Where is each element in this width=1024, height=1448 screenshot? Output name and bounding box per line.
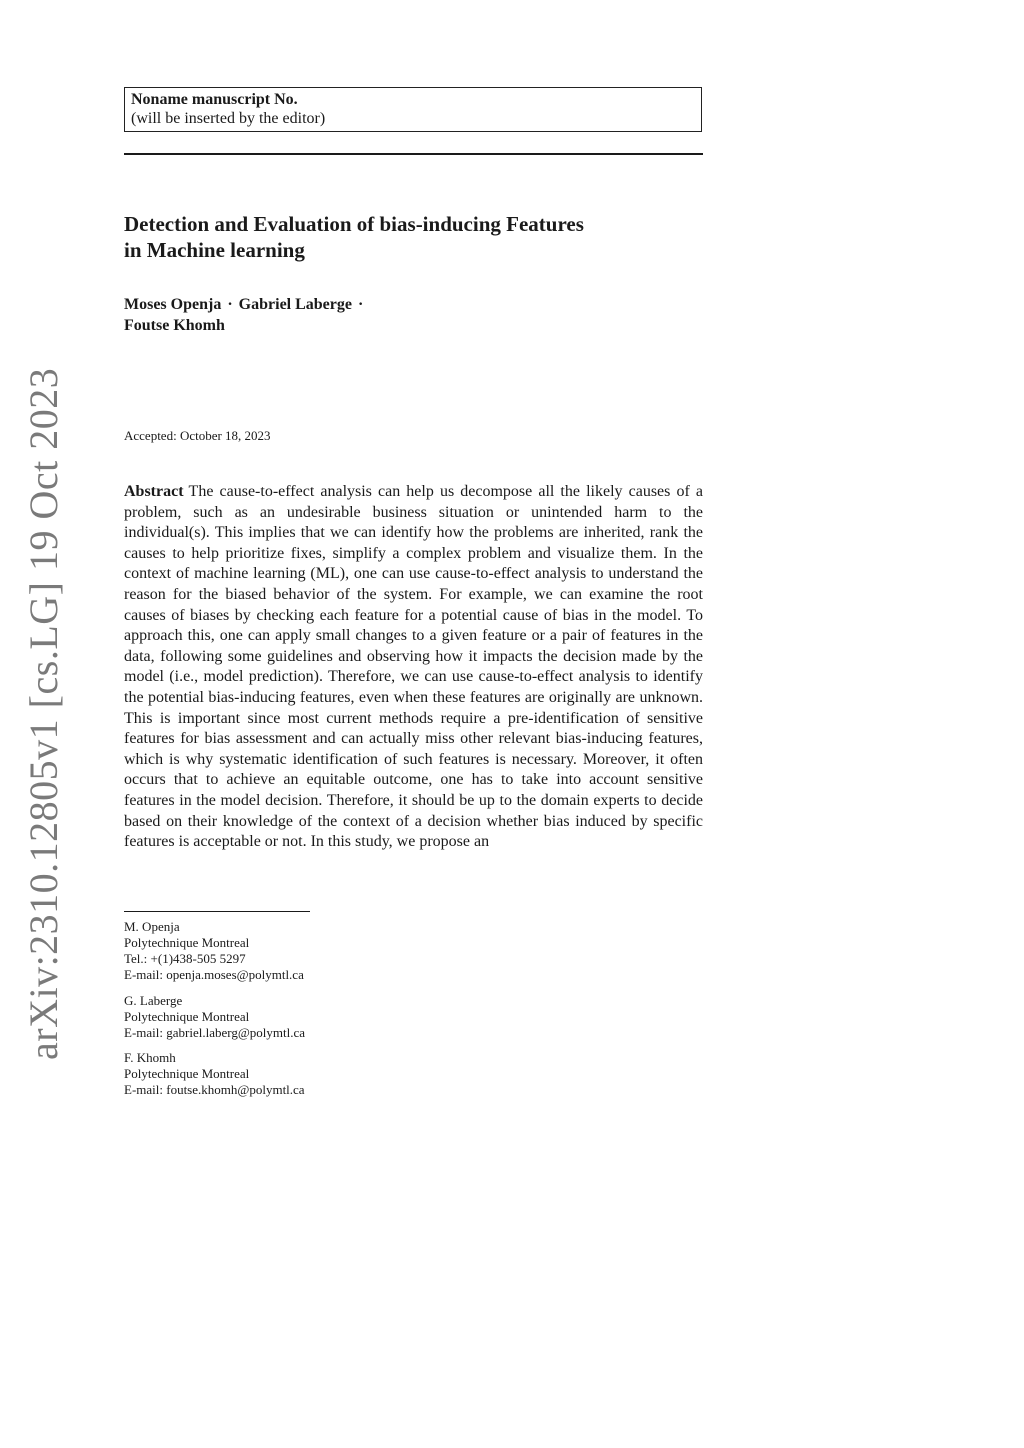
manuscript-info-box — [124, 87, 702, 132]
affiliation-phone: Tel.: +(1)438-505 5297 — [124, 951, 246, 966]
affiliation-email: E-mail: foutse.khomh@polymtl.ca — [124, 1082, 305, 1097]
paper-title-line-1: Detection and Evaluation of bias-inducing Features — [124, 212, 584, 236]
paper-title — [124, 211, 704, 263]
affiliation-block — [124, 993, 524, 1041]
affiliation-block — [124, 919, 524, 983]
affiliation-institution: Polytechnique Montreal — [124, 1009, 250, 1024]
manuscript-note: (will be inserted by the editor) — [131, 110, 326, 127]
abstract — [124, 482, 703, 853]
footnote-rule — [124, 911, 310, 912]
arxiv-side-stamp: arXiv:2310.12805v1 [cs.LG] 19 Oct 2023 — [21, 367, 66, 1060]
affiliation-email: E-mail: openja.moses@polymtl.ca — [124, 967, 304, 982]
author-separator: · — [357, 296, 364, 313]
affiliation-name: G. Laberge — [124, 993, 183, 1008]
author-separator: · — [227, 296, 233, 313]
author-list — [124, 294, 704, 336]
author-line-1 — [124, 294, 704, 315]
manuscript-title: Noname manuscript No. — [131, 91, 298, 108]
affiliation-institution: Polytechnique Montreal — [124, 1066, 250, 1081]
abstract-label: Abstract — [124, 483, 184, 500]
affiliation-name: F. Khomh — [124, 1050, 176, 1065]
author-name: Gabriel Laberge — [238, 296, 352, 313]
author-name: Moses Openja — [124, 296, 222, 313]
header-rule — [124, 153, 703, 155]
affiliation-email: E-mail: gabriel.laberg@polymtl.ca — [124, 1025, 306, 1040]
affiliation-name: M. Openja — [124, 919, 180, 934]
author-line-2 — [124, 315, 704, 336]
affiliation-block — [124, 1050, 524, 1098]
author-name: Foutse Khomh — [124, 317, 225, 334]
abstract-text: The cause-to-effect analysis can help us decompose all the likely causes of a problem, such as an undesirable business situation or unintended harm to the individual(s). This implies that we can identify how the problems are inherited, rank the causes to help prioritize fixes, simplify a complex problem and visualize them. In the context of machine learning (ML), one can use cause-to-effect analysis to understand the reason for the biased behavior of the system. For example, we can examine the root causes of biases by checking each feature for a potential cause of bias in the model. To approach this, one can apply small changes to a given feature or a pair of features in the data, following some guidelines and observing how it impacts the decision made by the model (i.e., model prediction). Therefore, we can use cause-to-effect analysis to identify the potential bias-inducing features, even when these features are originally are unknown. This is important since most current methods require a pre-identification of sensitive features for bias assessment and can actually miss other relevant bias-inducing features, which is why systematic identification of such features is necessary. Moreover, it often occurs that to achieve an equitable outcome, one has to take into account sensitive features in the model decision. Therefore, it should be up to the domain experts to decide based on their knowledge of the context of a decision whether bias induced by specific features is acceptable or not. In this study, we propose an — [124, 483, 703, 851]
affiliation-institution: Polytechnique Montreal — [124, 935, 250, 950]
paper-title-line-2: in Machine learning — [124, 238, 305, 262]
accepted-date: Accepted: October 18, 2023 — [124, 428, 271, 443]
